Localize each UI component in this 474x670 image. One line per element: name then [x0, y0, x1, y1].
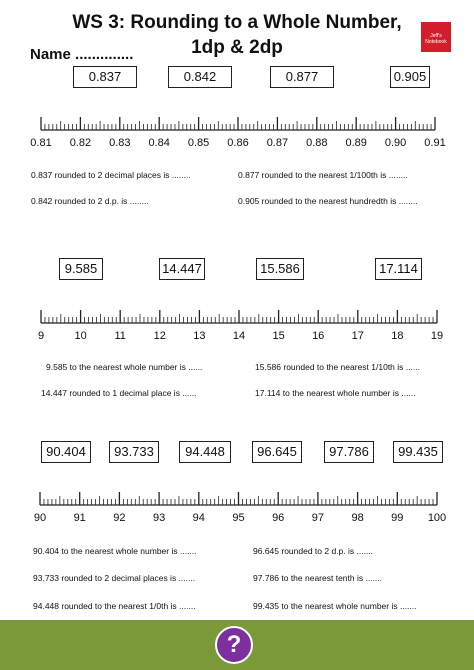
- number-box: 99.435: [393, 441, 443, 463]
- tick-label: 98: [351, 512, 364, 524]
- tick-label: 0.81: [30, 137, 52, 149]
- tick-label: 0.86: [227, 137, 249, 149]
- tick-label: 10: [74, 330, 87, 342]
- tick-label: 17: [351, 330, 364, 342]
- question: 94.448 rounded to the nearest 1/0th is .......: [33, 601, 196, 611]
- tick-label: 90: [33, 512, 47, 524]
- question: 93.733 rounded to 2 decimal places is .......: [33, 573, 196, 583]
- number-box: 0.905: [390, 66, 430, 88]
- tick-label: 13: [193, 330, 206, 342]
- tick-label: 99: [391, 512, 404, 524]
- number-box: 94.448: [179, 441, 231, 463]
- question: 97.786 to the nearest tenth is .......: [253, 573, 383, 583]
- number-line-2: [38, 310, 443, 342]
- logo-text-1: Jeff's: [430, 33, 442, 39]
- tick-label: 96: [272, 512, 285, 524]
- tick-label: 16: [312, 330, 325, 342]
- question: 99.435 to the nearest whole number is .......: [253, 601, 417, 611]
- tick-label: 0.89: [345, 137, 367, 149]
- tick-label: 0.85: [187, 137, 210, 149]
- number-box: 17.114: [375, 258, 422, 280]
- question: 14.447 rounded to 1 decimal place is ......: [41, 388, 197, 398]
- number-box: 14.447: [159, 258, 205, 280]
- tick-label: 93: [152, 512, 166, 524]
- tick-label: 0.83: [109, 137, 131, 149]
- tick-label: 14: [232, 330, 246, 342]
- number-box: 97.786: [324, 441, 374, 463]
- tick-label: 0.91: [424, 137, 446, 149]
- number-box: 15.586: [256, 258, 304, 280]
- tick-label: 12: [153, 330, 166, 342]
- number-box: 90.404: [41, 441, 91, 463]
- logo-text-2: Notebook: [425, 39, 447, 45]
- tick-label: 19: [430, 330, 444, 342]
- number-box: 0.837: [73, 66, 137, 88]
- tick-label: 0.84: [148, 137, 170, 149]
- number-line-1: [30, 117, 445, 149]
- name-field-label: Name ..............: [30, 46, 134, 63]
- help-question-icon[interactable]: ?: [215, 626, 253, 664]
- tick-label: 0.90: [384, 137, 407, 149]
- question: 0.837 rounded to 2 decimal places is ........: [31, 170, 191, 180]
- number-box: 0.877: [270, 66, 334, 88]
- question: 0.842 rounded to 2 d.p. is ........: [31, 196, 149, 206]
- question: 90.404 to the nearest whole number is .......: [33, 546, 197, 556]
- tick-label: 92: [113, 512, 126, 524]
- tick-label: 11: [114, 330, 126, 342]
- worksheet-title-line-1: WS 3: Rounding to a Whole Number,: [72, 12, 402, 33]
- number-box: 9.585: [59, 258, 103, 280]
- tick-label: 100: [427, 512, 447, 524]
- tick-label: 0.87: [266, 137, 289, 149]
- tick-label: 0.82: [69, 137, 92, 149]
- question: 17.114 to the nearest whole number is ......: [255, 388, 416, 398]
- question: 0.905 rounded to the nearest hundredth is ........: [238, 196, 418, 206]
- number-box: 93.733: [109, 441, 159, 463]
- tick-label: 95: [232, 512, 245, 524]
- question: 15.586 rounded to the nearest 1/10th is ......: [255, 362, 420, 372]
- tick-label: 15: [272, 330, 285, 342]
- number-line-3: [34, 492, 446, 524]
- question: 96.645 rounded to 2 d.p. is .......: [253, 546, 374, 556]
- worksheet-title-line-2: 1dp & 2dp: [191, 37, 283, 58]
- tick-label: 91: [73, 512, 86, 524]
- question: 9.585 to the nearest whole number is ......: [46, 362, 203, 372]
- tick-label: 0.88: [306, 137, 328, 149]
- number-box: 96.645: [252, 441, 302, 463]
- question: 0.877 rounded to the nearest 1/100th is ........: [238, 170, 408, 180]
- tick-label: 97: [311, 512, 325, 524]
- tick-label: 18: [391, 330, 404, 342]
- tick-label: 9: [37, 330, 45, 342]
- number-box: 0.842: [168, 66, 232, 88]
- tick-label: 94: [192, 512, 205, 524]
